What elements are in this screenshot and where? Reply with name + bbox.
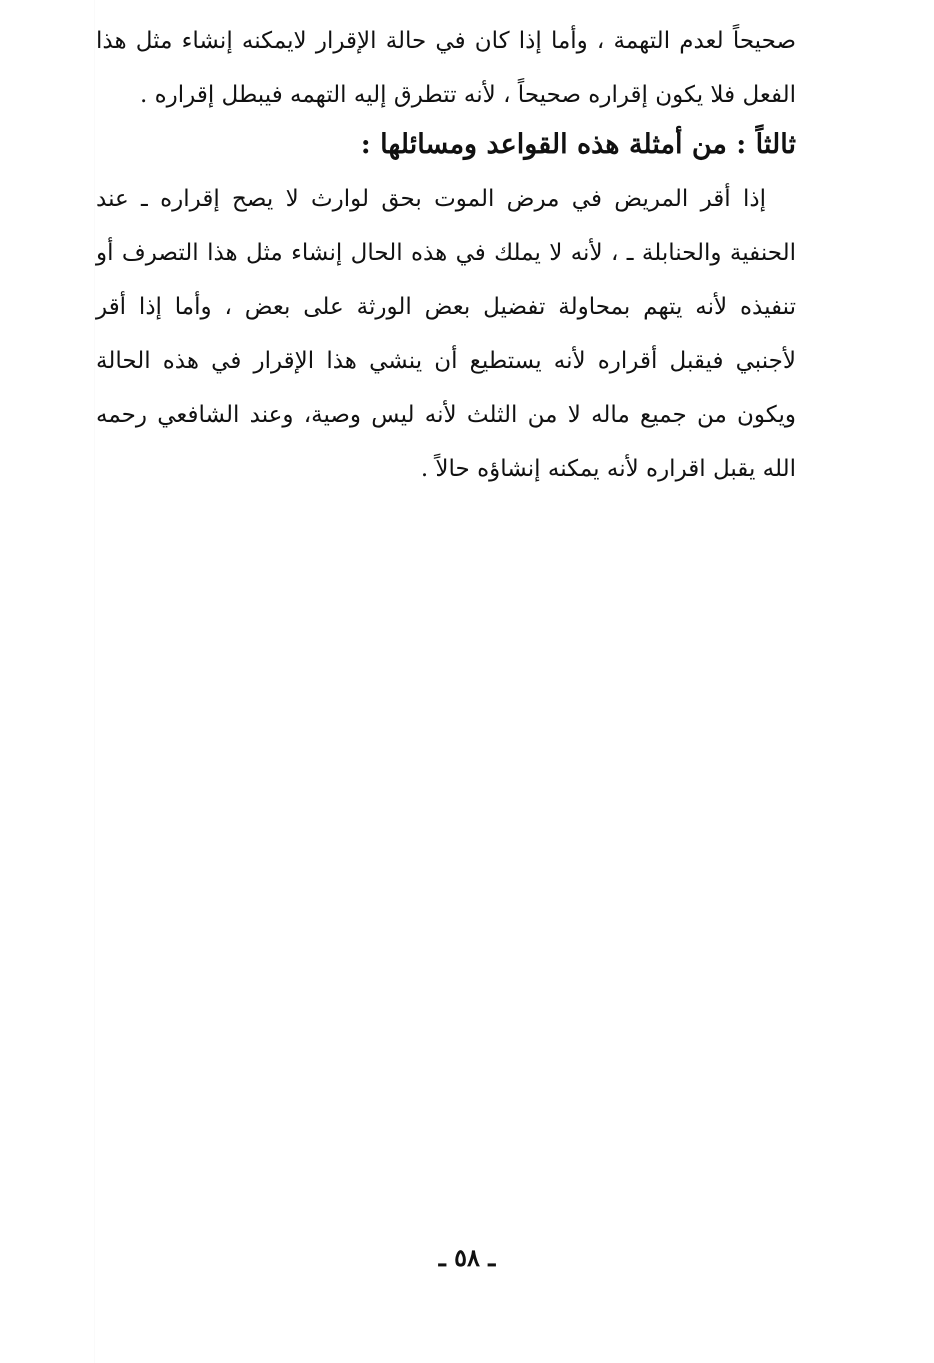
section-heading: ثالثاً : من أمثلة هذه القواعد ومسائلها : xyxy=(360,129,796,160)
page-number: ـ ٥٨ ـ xyxy=(438,1243,496,1272)
paragraph-1: صحيحاً لعدم التهمة ، وأما إذا كان في حالة الإقرار لايمكنه إنشاء مثل هذا الفعل فلا يكون إقراره صحيحاً ، لأنه تتطرق إليه التهمه فيبطل إقراره . xyxy=(96,28,796,108)
page-edge-shadow xyxy=(94,0,95,1363)
paragraph-2: إذا أقر المريض في مرض الموت بحق لوارث لا يصح إقراره ـ عند الحنفية والحنابلة ـ ، لأنه لا يملك في هذه الحال إنشاء مثل هذا التصرف أو تنفيذه لأنه يتهم بمحاولة تفضيل بعض الورثة على بعض ، وأما إذا أقر لأجنبي فيقبل أقراره لأنه يستطيع أن ينشي هذا الإقرار في هذه الحالة ويكون من جميع ماله لا من الثلث لأنه ليس وصية، وعند الشافعي رحمه الله يقبل اقراره لأنه يمكنه إنشاؤه حالاً . xyxy=(96,186,796,482)
